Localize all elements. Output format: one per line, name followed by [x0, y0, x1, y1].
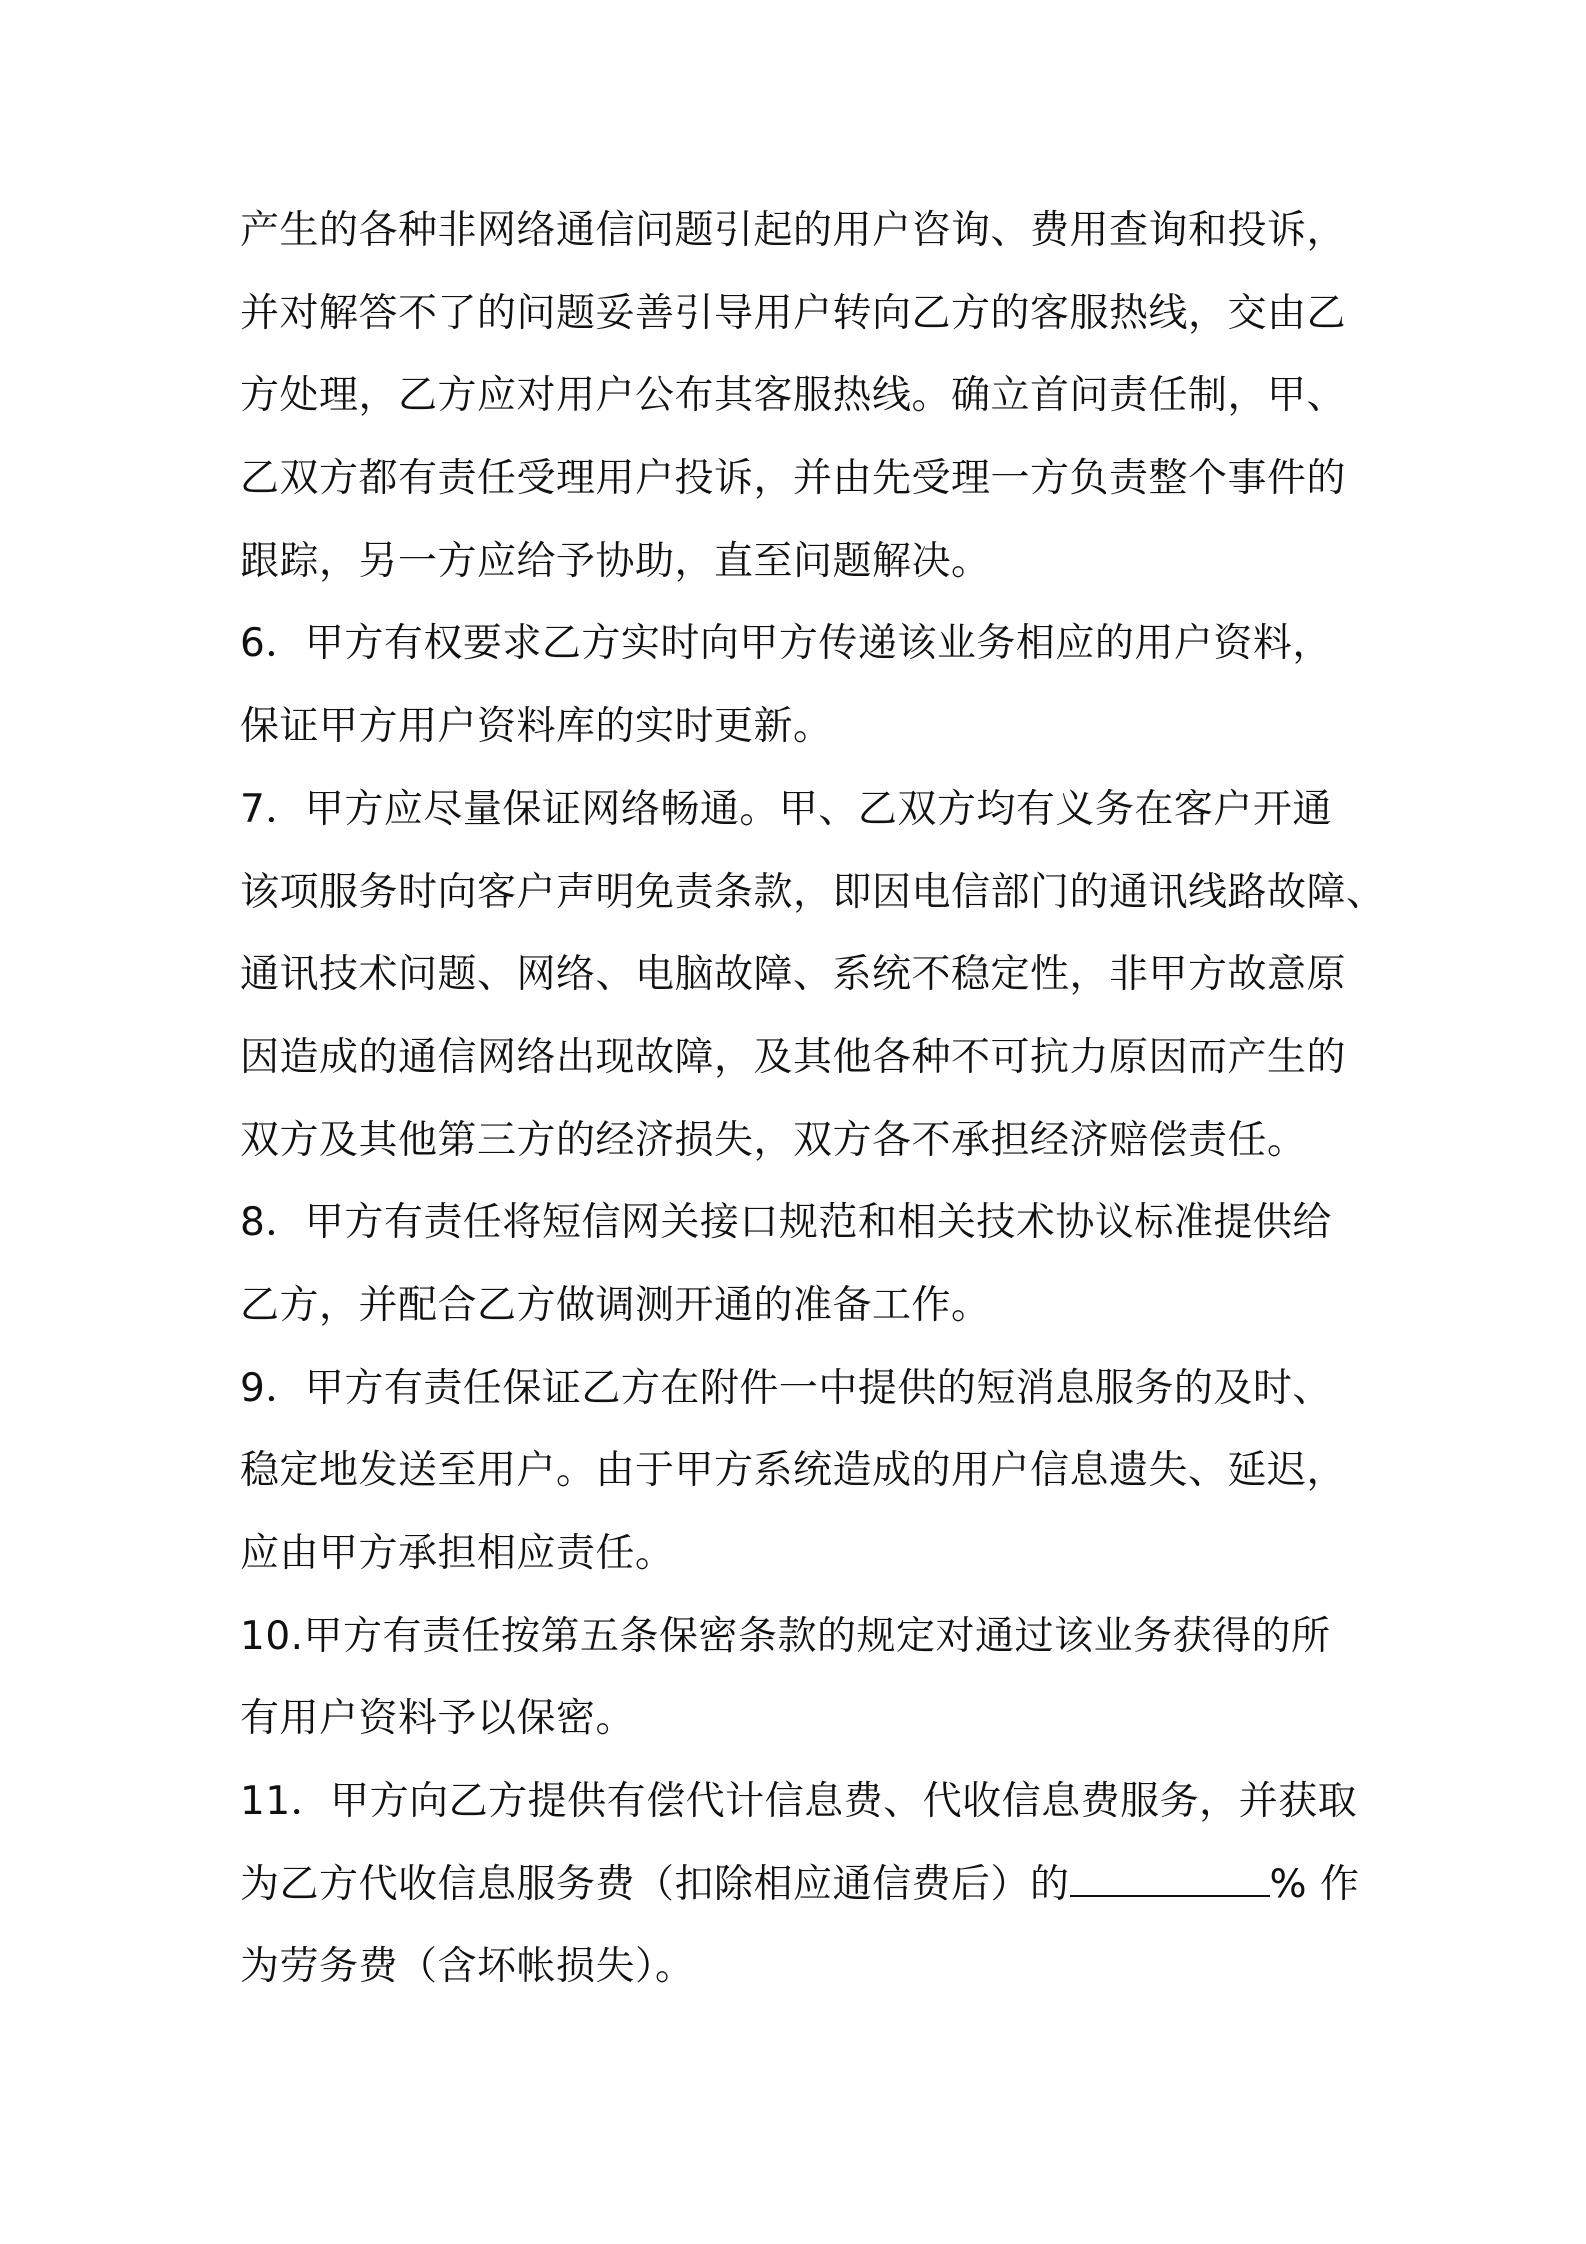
clause-10-line: 10.甲方有责任按第五条保密条款的规定对通过该业务获得的所 [240, 1613, 1331, 1659]
text-line: 乙双方都有责任受理用户投诉，并由先受理一方负责整个事件的 [240, 456, 1347, 502]
text-line: 产生的各种非网络通信问题引起的用户咨询、费用查询和投诉， [240, 208, 1347, 253]
text-line: 有用户资料予以保密。 [240, 1696, 636, 1742]
text-line: 为劳务费（含坏帐损失）。 [240, 1944, 695, 1990]
text-line: 乙方，并配合乙方做调测开通的准备工作。 [240, 1282, 991, 1328]
text-line: 保证甲方用户资料库的实时更新。 [240, 704, 833, 750]
text-line: 因造成的通信网络出现故障，及其他各种不可抗力原因而产生的 [240, 1034, 1347, 1080]
clause-8-line: 8．甲方有责任将短信网关接口规范和相关技术协议标准提供给 [240, 1200, 1332, 1246]
text-line: 稳定地发送至用户。由于甲方系统造成的用户信息遗失、延迟， [240, 1448, 1347, 1494]
text-line: 双方及其他第三方的经济损失，双方各不承担经济赔偿责任。 [240, 1117, 1307, 1163]
text-line: 跟踪，另一方应给予协助，直至问题解决。 [240, 538, 991, 584]
clause-11-line: 11．甲方向乙方提供有偿代计信息费、代收信息费服务，并获取 [240, 1779, 1358, 1825]
text-line: 并对解答不了的问题妥善引导用户转向乙方的客服热线，交由乙 [240, 290, 1347, 336]
text-line: 通讯技术问题、网络、电脑故障、系统不稳定性，非甲方故意原 [240, 952, 1347, 998]
fill-in-suffix: % 作 [1269, 1861, 1360, 1907]
text-line: 该项服务时向客户声明免责条款，即因电信部门的通讯线路故障、 [240, 869, 1386, 915]
fill-in-prefix: 为乙方代收信息服务费（扣除相应通信费后）的 [240, 1861, 1070, 1907]
document-body [240, 190, 1386, 2009]
text-line: 方处理，乙方应对用户公布其客服热线。确立首问责任制，甲、 [240, 373, 1347, 419]
clause-6-line: 6．甲方有权要求乙方实时向甲方传递该业务相应的用户资料， [240, 621, 1332, 667]
fill-in-line [240, 1844, 1360, 1927]
percentage-blank[interactable] [1070, 1856, 1270, 1897]
text-line: 应由甲方承担相应责任。 [240, 1531, 675, 1576]
clause-7-line: 7．甲方应尽量保证网络畅通。甲、乙双方均有义务在客户开通 [240, 786, 1332, 832]
clause-9-line: 9．甲方有责任保证乙方在附件一中提供的短消息服务的及时、 [240, 1365, 1332, 1411]
